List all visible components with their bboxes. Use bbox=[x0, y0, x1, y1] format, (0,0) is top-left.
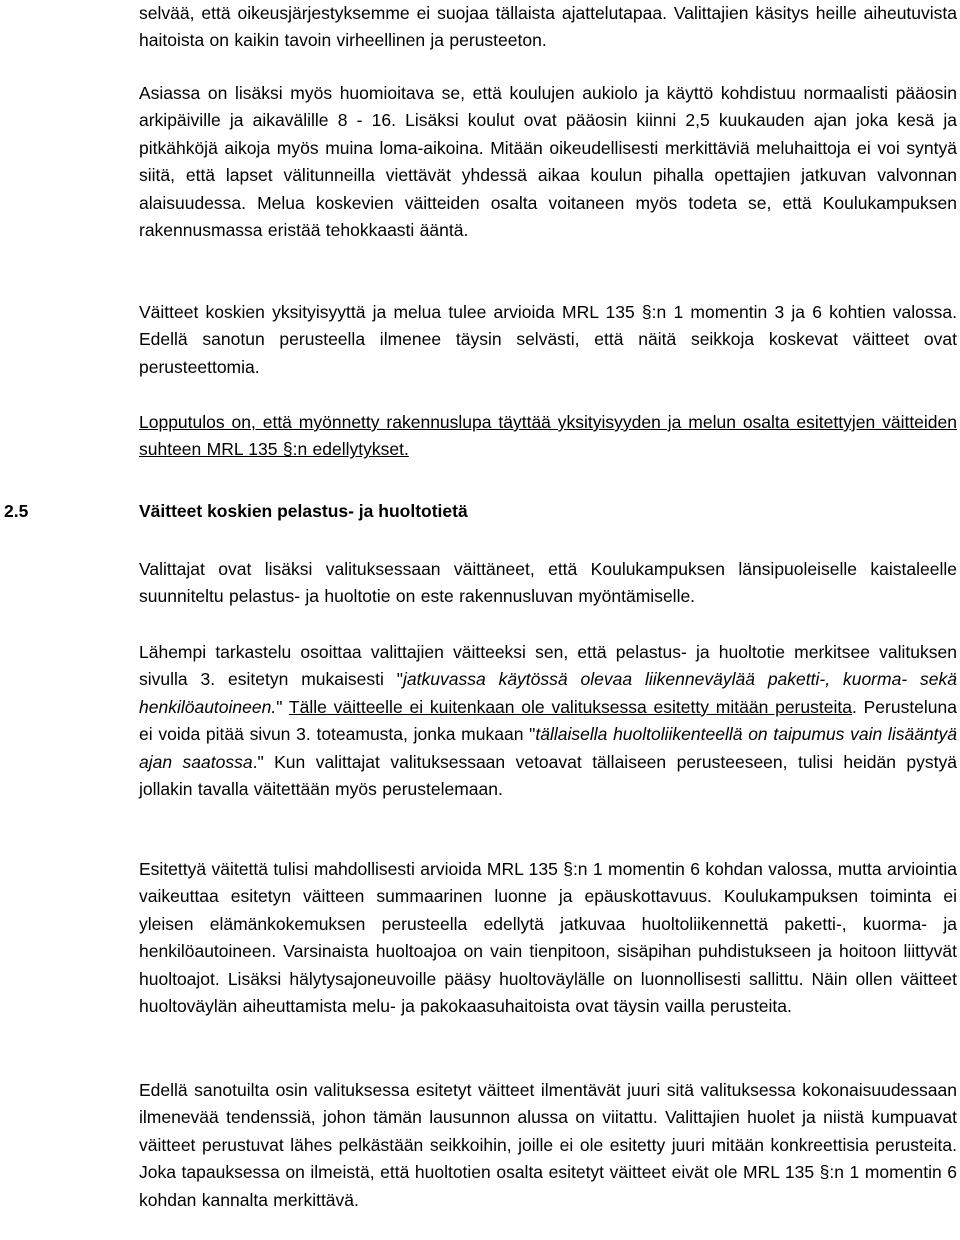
paragraph-school-hours bbox=[139, 80, 957, 244]
text-run: Lopputulos on, että myönnetty rakennuslupa täyttää yksityisyyden ja melun osalta esitettyjen väitteiden suhteen MRL 135 §:n edellytykset. bbox=[139, 412, 957, 460]
paragraph-final-conclusion bbox=[139, 1077, 957, 1214]
section-number: 2.5 bbox=[4, 501, 29, 521]
text-run: ." Kun valittajat valituksessaan vetoavat tällaiseen perusteeseen, tulisi heidän pystyä jollakin tavalla väitettään myös perustelemaan. bbox=[139, 751, 957, 800]
text-run: selvää, että oikeusjärjestyksemme ei suojaa tällaista ajattelutapaa. Valittajien käsitys heille aiheutuvista haitoista on kaikin tavoin virheellinen ja perusteeton. bbox=[139, 3, 957, 51]
paragraph-claim-examination bbox=[139, 639, 957, 803]
paragraph-intro-continuation bbox=[139, 0, 957, 55]
text-run: Tälle väitteelle ei kuitenkaan ole valituksessa esitetty mitään perusteita bbox=[288, 696, 852, 717]
text-run: Asiassa on lisäksi myös huomioitava se, että koulujen aukiolo ja käyttö kohdistuu normaalisti pääosin arkipäiville ja aikavälille 8 - 16. Lisäksi koulut ovat pääosin kiinni 2,5 kuukauden ajan joka kesä ja pitkähköjä aikoja myös muina loma-aikoina. Mitään oikeudellisesti merkittäviä meluhaittoja ei voi syntyä siitä, että lapset välitunneilla viettävät yhdessä aikaa koulun pihalla opettajien jatkuvan valvonnan alaisuudessa. Melua koskevien väitteiden osalta voitaneen myös todeta se, että Koulukampuksen rakennusmassa eristää tehokkaasti ääntä. bbox=[139, 83, 957, 241]
section-title: Väitteet koskien pelastus- ja huoltotietä bbox=[139, 501, 468, 521]
paragraph-privacy-noise-conclusion bbox=[139, 409, 957, 464]
text-run: Esitettyä väitettä tulisi mahdollisesti arvioida MRL 135 §:n 1 momentin 6 kohdan valossa, mutta arviointia vaikeuttaa esitetyn väitteen summaarinen luonne ja epäuskottavuus. Koulukampuksen toiminta ei yleisen elämänkokemuksen perusteella edellytä jatkuvaa huoltoliikennettä paketti-, kuorma- ja henkilöautoineen. Varsinaista huoltoajoa on vain tienpitoon, sisäpihan puhdistukseen ja hoitoon liittyvät huoltoajot. Lisäksi hälytysajoneuvoille pääsy huoltoväylälle on luonnollisesti sallittu. Näin ollen väitteet huoltoväylän aiheuttamista melu- ja pakokaasuhaitoista ovat täysin vailla perusteita. bbox=[139, 859, 957, 1017]
text-run: Edellä sanotuilta osin valituksessa esitetyt väitteet ilmentävät juuri sitä valituksessa kokonaisuudessaan ilmenevää tendenssiä, johon tämän lausunnon alussa on viitattu. Valittajien huolet ja niistä kumpuavat väitteet perustuvat lähes pelkästään seikkoihin, joille ei ole esitetty juuri mitään konkreettisia perusteita. Joka tapauksessa on ilmeistä, että huoltotien osalta esitetyt väitteet eivät ole MRL 135 §:n 1 momentin 6 kohdan kannalta merkittävä. bbox=[139, 1080, 957, 1210]
text-run: Valittajat ovat lisäksi valituksessaan väittäneet, että Koulukampuksen länsipuoleiselle kaistaleelle suunniteltu pelastus- ja huoltotie on este rakennusluvan myöntämiselle. bbox=[139, 559, 957, 607]
section-heading bbox=[0, 497, 960, 525]
text-run: tällaisella huoltoliikenteellä on taipumus vain lisääntyä ajan saatossa bbox=[139, 724, 957, 772]
text-run: Lähempi tarkastelu osoittaa valittajien väitteeksi sen, että pelastus- ja huoltotie merkitsee valituksen sivulla 3. esitetyn mukaisesti " bbox=[139, 642, 957, 690]
paragraph-mrl-assessment bbox=[139, 856, 957, 1020]
paragraph-privacy-noise-assessment bbox=[139, 299, 957, 381]
paragraph-rescue-road-claim bbox=[139, 556, 957, 611]
text-run: Väitteet koskien yksityisyyttä ja melua tulee arvioida MRL 135 §:n 1 momentin 3 ja 6 kohtien valossa. Edellä sanotun perusteella ilmenee täysin selvästi, että näitä seikkoja koskevat väitteet ovat perusteettomia. bbox=[139, 302, 957, 377]
text-run: jatkuvassa käytössä olevaa liikenneväylää paketti-, kuorma- sekä henkilöautoineen. bbox=[139, 669, 958, 717]
text-run: . Perusteluna ei voida pitää sivun 3. toteamusta, jonka mukaan " bbox=[139, 696, 957, 745]
text-run: " bbox=[276, 696, 289, 717]
